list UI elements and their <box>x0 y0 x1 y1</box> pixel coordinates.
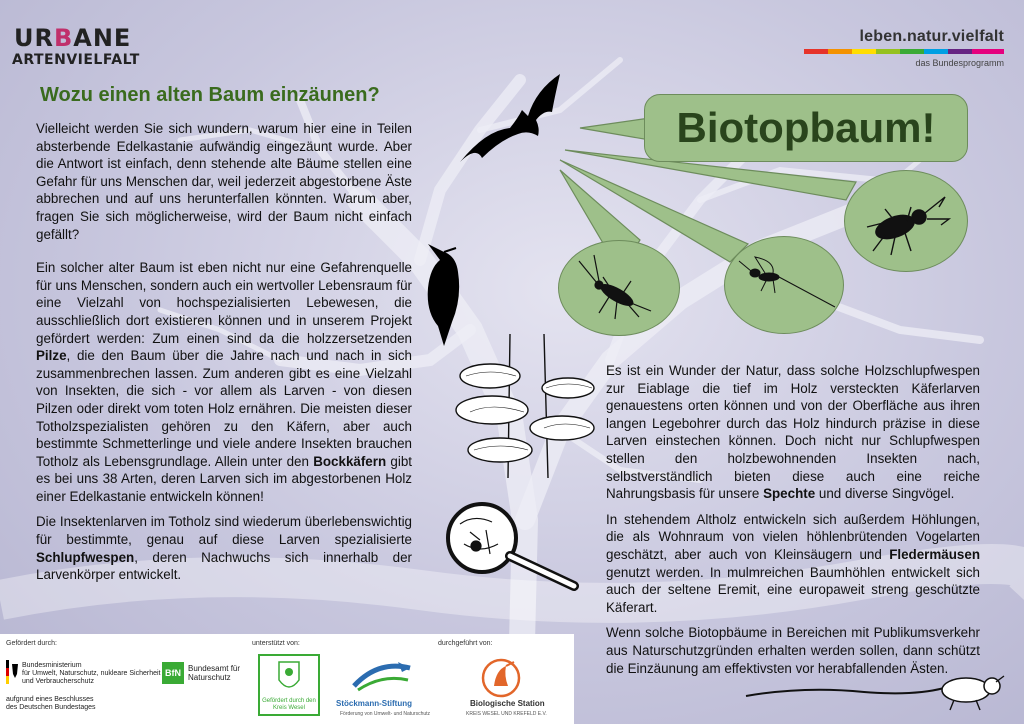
paragraph-5: In stehendem Altholz entwickeln sich außerdem Höhlungen, die als Wohnraum von vielen höhlenbrütenden Vogelarten geschätzt, aber auch von Kleinsäugern und Fledermäusen genutzt werden. In mulmreichen Baumhöhlen entwickelt sich auch der seltene Eremit, eine europaweit streng geschützte Käferart. <box>606 511 980 615</box>
biological-station-sub: KREIS WESEL UND KREFELD E.V. <box>466 711 547 717</box>
sponsor-footer: Gefördert durch: unterstützt von: durchgeführt von: Bundesministerium für Umwelt, Naturschutz, nukleare Sicherheit und Verbraucherschutz aufgrund eines Beschlusses des Deutschen Bundestages BfN Bundesamt für Naturschutz Gefördert durch den Kreis Wesel Stöckmann-Stiftung Förderung von Umwelt- und Naturschutz Biologische Station KREIS WESEL UND KREFELD E.V. <box>0 634 574 724</box>
page-title: Wozu einen alten Baum einzäunen? <box>40 84 380 106</box>
ichneumon-wasp-bubble <box>724 236 844 334</box>
stoeckmann-sub: Förderung von Umwelt- und Naturschutz <box>340 711 431 717</box>
longhorn-beetle-bubble <box>558 240 680 336</box>
bmu-resolution: aufgrund eines Beschlusses des Deutschen Bundestages <box>6 696 96 711</box>
stag-beetle-bubble <box>844 170 968 272</box>
magnifier-icon <box>440 494 580 594</box>
biological-station-name: Biologische Station <box>470 699 545 708</box>
bmu-name: Bundesministerium für Umwelt, Naturschutz, nukleare Sicherheit und Verbraucherschutz <box>22 662 161 685</box>
urbane-logo: URBANE ARTENVIELFALT <box>12 24 140 68</box>
bracket-fungus-icon <box>450 328 600 478</box>
ichneumon-wasp-icon <box>725 237 843 333</box>
biological-station-logo-icon <box>476 656 526 700</box>
leben-natur-vielfalt-logo: leben.natur.vielfalt das Bundesprogramm <box>804 28 1004 68</box>
bfn-name: Bundesamt für Naturschutz <box>188 664 241 682</box>
paragraph-3: Die Insektenlarven im Totholz sind wiederum überlebenswichtig für bestimmte, genau auf diese Larven spezialisierte Schlupfwespen, deren Nachwuchs sich innerhalb der Larvenkörper entwickelt. <box>36 514 412 583</box>
paragraph-2: Ein solcher alter Baum ist eben nicht nur eine Gefahrenquelle für uns Menschen, sondern auch ein wertvoller Lebensraum für eine Vielzahl von hochspezialisierten Lebewesen, die ausschließlich dort existieren können und in unserem Projekt gefördert werden: Zum einen sind da die holzzersetzenden Pilze, die den Baum über die Jahre nach und nach in sich zusammenbrechen lassen. Zum anderen gibt es eine Vielzahl von Insekten, die sich - vor allem als Larven - von diesen Pilzen oder direkt vom toten Holz ernähren. Die meisten dieser Totholzspezialisten gehören zu den Käfern, aber auch bestimmte Schmetterlinge und viele andere Insekten brauchen Totholz als Lebensgrundlage. Allein unter den Bockkäfern gibt es bei uns 38 Arten, deren Larven sich im abgestorbenen Holz einer Edelkastanie entwickeln können! <box>36 260 412 504</box>
biotopbaum-bubble: Biotopbaum! <box>644 94 968 162</box>
right-text-column <box>606 362 980 693</box>
stoeckmann-name: Stöckmann-Stiftung <box>336 699 412 708</box>
longhorn-beetle-icon <box>559 241 679 335</box>
federal-eagle-icon <box>6 660 20 684</box>
paragraph-1: Vielleicht werden Sie sich wundern, warum hier eine in Teilen absterbende Edelkastanie aufwändig eingezäunt wurde. Aber die Antwort ist einfach, denn stehende alte Bäume stellen eine Gefahr für uns Menschen dar, weil jederzeit abgestorbene Äste abbrechen und auf uns herunterfallen könnten. Warum aber, fragen Sie sich möglicherweise, wird der Baum nicht einfach gefällt? <box>36 121 412 242</box>
bfn-logo: BfN <box>162 662 184 684</box>
wesel-crest-icon <box>260 658 318 698</box>
stag-beetle-icon <box>845 171 967 271</box>
stoeckmann-logo-icon <box>348 656 418 696</box>
paragraph-6: Wenn solche Biotopbäume in Bereichen mit Publikumsverkehr aus Naturschutzgründen erhalten werden sollen, dann schützt die Einzäunung am effektivsten vor herabfallenden Ästen. <box>606 625 980 676</box>
dormouse-icon <box>744 666 1014 716</box>
bat-icon <box>456 70 576 170</box>
kreis-wesel-logo: Gefördert durch den Kreis Wesel <box>258 654 320 716</box>
paragraph-4: Es ist ein Wunder der Natur, dass solche Holzschlupfwespen zur Eiablage die tief im Holz versteckten Käferlarven genauestens orten können und von der Oberfläche aus ihren langen Legebohrer durch das Holz hindurch präzise in diese Larven einstechen können. Doch nicht nur Schlupfwespen stellen den holzbewohnenden Insekten nach, selbstverständlich bieten diese auch eine reiche Nahrungsbasis für unsere Spechte und diverse Singvögel. <box>606 363 980 502</box>
